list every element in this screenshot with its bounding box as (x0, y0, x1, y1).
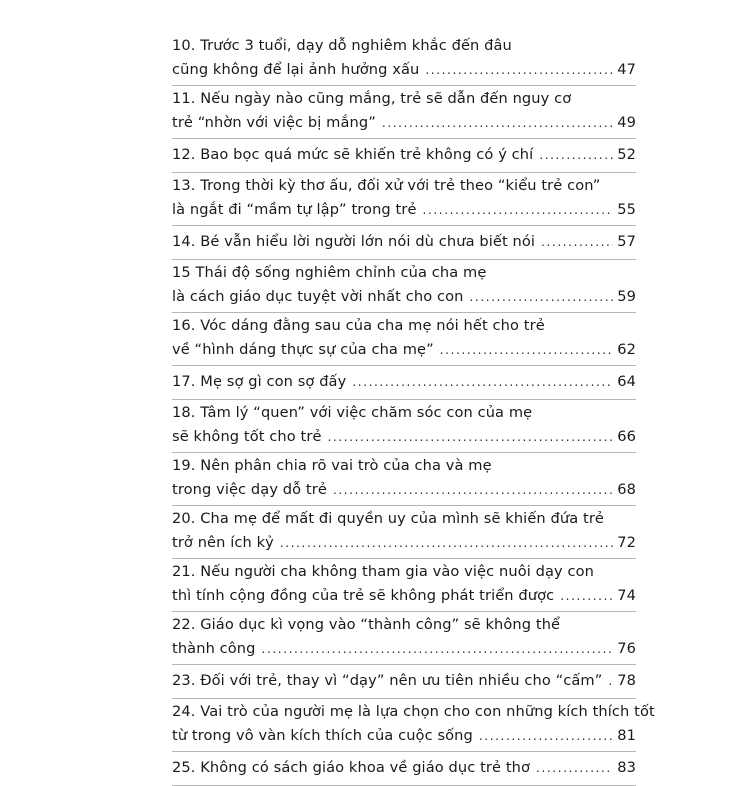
dot-leader (469, 285, 613, 309)
page-number: 76 (617, 640, 636, 657)
toc-entry (172, 260, 636, 313)
toc-entry (172, 139, 636, 173)
toc-entry-last-line (172, 531, 636, 555)
toc-entry-last-line (172, 111, 636, 135)
page-number: 64 (617, 373, 636, 390)
page-number: 59 (617, 288, 636, 305)
toc-entry-title-line: 14. Bé vẫn hiểu lời người lớn nói dù chưa biết nói (172, 233, 536, 250)
toc-entry (172, 313, 636, 366)
toc-entry-title-line: thành công (172, 640, 256, 657)
toc-entry-title-line: 19. Nên phân chia rõ vai trò của cha và mẹ (172, 457, 492, 474)
toc-entry (172, 173, 636, 226)
toc-entry-last-line (172, 756, 636, 780)
toc-entry (172, 33, 636, 86)
page-number: 81 (617, 727, 636, 744)
dot-leader (425, 58, 613, 82)
toc-entry-title-line: 22. Giáo dục kì vọng vào “thành công” sẽ không thể (172, 616, 561, 633)
toc-entry (172, 400, 636, 453)
dot-leader (536, 756, 613, 780)
toc-entry-last-line (172, 669, 636, 693)
dot-leader (328, 425, 614, 449)
toc-entry (172, 559, 636, 612)
page-number: 74 (617, 587, 636, 604)
dot-leader (560, 584, 613, 608)
toc-entry-last-line (172, 478, 636, 502)
toc-entry-title-line: sẽ không tốt cho trẻ (172, 428, 322, 445)
page-number: 66 (617, 428, 636, 445)
toc-entry-title-line: cũng không để lại ảnh hưởng xấu (172, 61, 420, 78)
dot-leader (539, 143, 613, 167)
toc-entry-title-line: 15 Thái độ sống nghiêm chỉnh của cha mẹ (172, 264, 487, 281)
toc-entry-last-line (172, 425, 636, 449)
page-number: 72 (617, 534, 636, 551)
toc-entry (172, 506, 636, 559)
toc-entry-last-line (172, 370, 636, 394)
page-number: 52 (617, 146, 636, 163)
dot-leader (280, 531, 613, 555)
toc-entry-title-line: 21. Nếu người cha không tham gia vào việc nuôi dạy con (172, 563, 595, 580)
toc-entry-title-line: 12. Bao bọc quá mức sẽ khiến trẻ không có ý chí (172, 146, 534, 163)
toc-entry-title-line: 11. Nếu ngày nào cũng mắng, trẻ sẽ dẫn đến nguy cơ (172, 90, 572, 107)
toc-entry-title-line: trong việc dạy dỗ trẻ (172, 481, 327, 498)
toc-entry-title-line: 20. Cha mẹ để mất đi quyền uy của mình sẽ khiến đứa trẻ (172, 510, 605, 527)
page-number: 68 (617, 481, 636, 498)
page-number: 47 (617, 61, 636, 78)
toc-entry-last-line (172, 143, 636, 167)
toc-entry-title-line: về “hình dáng thực sự của cha mẹ” (172, 341, 434, 358)
page-number: 57 (617, 233, 636, 250)
toc-entry (172, 752, 636, 786)
toc-entry-last-line (172, 285, 636, 309)
toc-entry-last-line (172, 637, 636, 661)
toc-entry-last-line (172, 230, 636, 254)
toc-entry-last-line (172, 724, 636, 748)
dot-leader (479, 724, 613, 748)
page-number: 78 (617, 672, 636, 689)
toc-entry-title-line: thì tính cộng đồng của trẻ sẽ không phát triển được (172, 587, 555, 604)
toc-entry-title-line: trẻ “nhờn với việc bị mắng” (172, 114, 376, 131)
toc-entry-title-line: là ngắt đi “mầm tự lập” trong trẻ (172, 201, 417, 218)
toc-entry-title-line: từ trong vô vàn kích thích của cuộc sống (172, 727, 473, 744)
page-number: 62 (617, 341, 636, 358)
toc-entry (172, 699, 655, 752)
page-number: 49 (617, 114, 636, 131)
toc-entry-title-line: 25. Không có sách giáo khoa về giáo dục trẻ thơ (172, 759, 531, 776)
dot-leader (382, 111, 613, 135)
toc-entry-title-line: 24. Vai trò của người mẹ là lựa chọn cho con những kích thích tốt (172, 703, 655, 720)
dot-leader (262, 637, 614, 661)
toc-entry-title-line: trở nên ích kỷ (172, 534, 274, 551)
toc-entry (172, 453, 636, 506)
dot-leader (440, 338, 613, 362)
dot-leader (541, 230, 613, 254)
table-of-contents (172, 33, 655, 786)
toc-entry (172, 366, 636, 400)
toc-entry-title-line: 10. Trước 3 tuổi, dạy dỗ nghiêm khắc đến đâu (172, 37, 512, 54)
dot-leader (608, 669, 613, 693)
dot-leader (333, 478, 613, 502)
toc-entry-title-line: 16. Vóc dáng đằng sau của cha mẹ nói hết cho trẻ (172, 317, 545, 334)
toc-entry-last-line (172, 198, 636, 222)
toc-entry (172, 86, 636, 139)
page-number: 55 (617, 201, 636, 218)
toc-entry-last-line (172, 58, 636, 82)
toc-entry (172, 665, 636, 699)
toc-entry-title-line: là cách giáo dục tuyệt vời nhất cho con (172, 288, 464, 305)
toc-entry-last-line (172, 338, 636, 362)
toc-entry (172, 226, 636, 260)
page-number: 83 (617, 759, 636, 776)
toc-entry-title-line: 13. Trong thời kỳ thơ ấu, đối xử với trẻ theo “kiểu trẻ con” (172, 177, 601, 194)
dot-leader (352, 370, 613, 394)
toc-entry-title-line: 23. Đối với trẻ, thay vì “dạy” nên ưu tiên nhiều cho “cấm” (172, 672, 603, 689)
toc-entry-title-line: 17. Mẹ sợ gì con sợ đấy (172, 373, 347, 390)
toc-entry-title-line: 18. Tâm lý “quen” với việc chăm sóc con của mẹ (172, 404, 533, 421)
toc-entry (172, 612, 636, 665)
dot-leader (423, 198, 614, 222)
toc-entry-last-line (172, 584, 636, 608)
